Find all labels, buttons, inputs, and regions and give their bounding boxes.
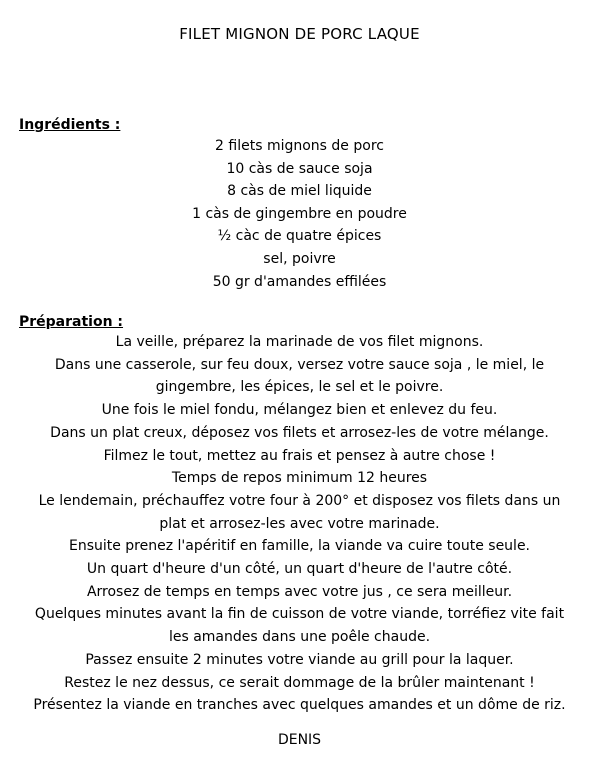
ingredient-item: 8 càs de miel liquide xyxy=(227,183,372,200)
preparation-line: Filmez le tout, mettez au frais et pensez à autre chose ! xyxy=(103,447,496,464)
preparation-line: Le lendemain, préchauffez votre four à 200° et disposez vos filets dans un xyxy=(38,492,561,509)
ingredient-item: sel, poivre xyxy=(263,250,336,267)
preparation-line: Présentez la viande en tranches avec quelques amandes et un dôme de riz. xyxy=(33,697,566,714)
ingredients-list xyxy=(0,135,599,293)
preparation-steps xyxy=(0,331,599,717)
preparation-line: Restez le nez dessus, ce serait dommage de la brûler maintenant ! xyxy=(64,674,535,691)
recipe-title: FILET MIGNON DE PORC LAQUE xyxy=(179,25,420,43)
preparation-line: Dans une casserole, sur feu doux, versez votre sauce soja , le miel, le xyxy=(54,356,545,373)
preparation-line: Quelques minutes avant la fin de cuisson de votre viande, torréfiez vite fait xyxy=(34,606,565,623)
preparation-line: Ensuite prenez l'apéritif en famille, la viande va cuire toute seule. xyxy=(68,538,531,555)
preparation-line: La veille, préparez la marinade de vos filet mignons. xyxy=(115,334,484,350)
preparation-line: Temps de repos minimum 12 heures xyxy=(171,470,428,487)
preparation-line: gingembre, les épices, le sel et le poivre. xyxy=(155,379,444,396)
ingredient-item: 10 càs de sauce soja xyxy=(226,160,373,177)
ingredients-heading: Ingrédients : xyxy=(19,117,121,133)
preparation-line: Un quart d'heure d'un côté, un quart d'heure de l'autre côté. xyxy=(86,561,513,578)
preparation-line: plat et arrosez-les avec votre marinade. xyxy=(159,515,440,532)
preparation-line: Passez ensuite 2 minutes votre viande au grill pour la laquer. xyxy=(85,651,514,668)
preparation-heading: Préparation : xyxy=(19,314,124,330)
preparation-line: Une fois le miel fondu, mélangez bien et enlevez du feu. xyxy=(101,402,498,419)
author-signature: DENIS xyxy=(277,732,322,748)
preparation-line: Dans un plat creux, déposez vos filets et arrosez-les de votre mélange. xyxy=(50,424,549,441)
ingredient-item: 2 filets mignons de porc xyxy=(215,138,384,154)
preparation-line: Arrosez de temps en temps avec votre jus , ce sera meilleur. xyxy=(86,583,513,600)
ingredient-item: 1 càs de gingembre en poudre xyxy=(192,205,407,222)
ingredient-item: ½ càc de quatre épices xyxy=(217,228,382,245)
ingredient-item: 50 gr d'amandes effilées xyxy=(212,273,387,290)
preparation-line: les amandes dans une poêle chaude. xyxy=(168,629,431,646)
